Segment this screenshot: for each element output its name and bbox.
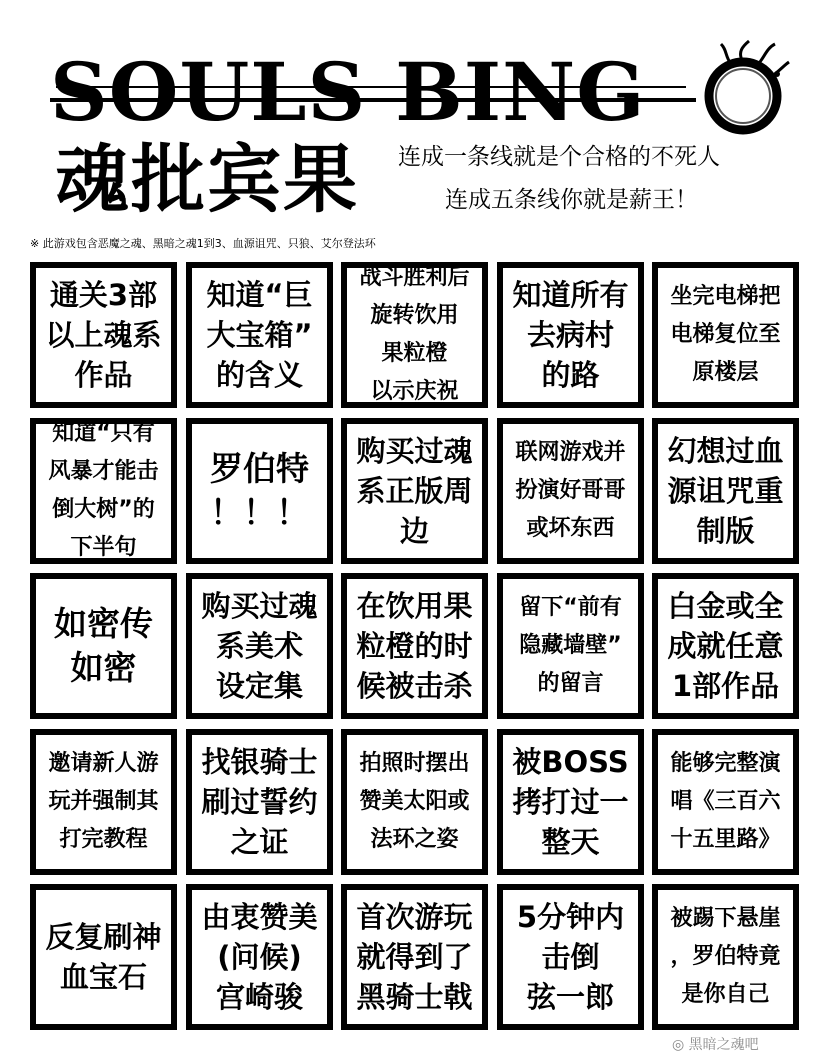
- bingo-cell-text: 拍照时摆出 赞美太阳或 法环之姿: [359, 751, 470, 852]
- disclaimer-note: ※ 此游戏包含恶魔之魂、黑暗之魂1到3、血源诅咒、只狼、艾尔登法环: [30, 237, 376, 250]
- bingo-cell: [497, 262, 644, 408]
- darksign-icon: [697, 38, 793, 142]
- bingo-cell: [497, 418, 644, 564]
- bingo-cell: [30, 262, 177, 408]
- bingo-cell-text: 坐完电梯把 电梯复位至 原楼层: [670, 284, 781, 385]
- subtitle-line-1: 连成一条线就是个合格的不死人: [398, 144, 720, 170]
- bingo-cell-text: 联网游戏并 扮演好哥哥 或坏东西: [515, 440, 626, 541]
- bingo-cell-text: 幻想过血 源诅咒重 制版: [667, 434, 784, 548]
- bingo-cell: [186, 573, 333, 719]
- watermark: ◎ 黑暗之魂吧: [672, 1037, 759, 1053]
- bingo-cell: [652, 418, 799, 564]
- bingo-cell-text: 通关3部 以上魂系 作品: [45, 278, 162, 392]
- bingo-cell: [341, 262, 488, 408]
- bingo-cell: [30, 729, 177, 875]
- bingo-cell-text: 白金或全 成就任意 1部作品: [667, 589, 784, 703]
- bingo-cell: [30, 884, 177, 1030]
- bingo-cell: [652, 884, 799, 1030]
- bingo-cell-text: 留下“前有 隐藏墙壁” 的留言: [519, 595, 622, 696]
- title-strike-thin: [56, 86, 686, 88]
- bingo-cell: [186, 729, 333, 875]
- bingo-cell-text: 罗伯特 ！！！: [210, 449, 309, 532]
- bingo-cell-text: 购买过魂 系正版周 边: [356, 434, 473, 548]
- title-zh: 魂批宾果: [55, 137, 359, 223]
- bingo-cell: [186, 884, 333, 1030]
- bingo-cell: [341, 418, 488, 564]
- bingo-cell-text: 由衷赞美 (问候) 宫崎骏: [201, 900, 318, 1014]
- title-en: SOULS BING: [50, 45, 646, 139]
- bingo-cell: [341, 884, 488, 1030]
- bingo-cell-text: 被BOSS 拷打过一 整天: [512, 745, 629, 859]
- bingo-cell-text: 购买过魂 系美术 设定集: [201, 589, 318, 703]
- bingo-cell: [652, 262, 799, 408]
- bingo-cell: [186, 418, 333, 564]
- bingo-cell-text: 能够完整演 唱《三百六 十五里路》: [670, 751, 781, 852]
- bingo-cell-text: 如密传 如密: [54, 604, 153, 687]
- bingo-cell-text: 知道所有 去病村 的路: [512, 278, 629, 392]
- bingo-cell: [341, 729, 488, 875]
- bingo-cell: [497, 729, 644, 875]
- bingo-cell: [497, 884, 644, 1030]
- bingo-cell-text: 反复刷神 血宝石: [45, 920, 162, 994]
- bingo-cell-text: 知道“巨 大宝箱” 的含义: [206, 278, 313, 392]
- bingo-cell: [186, 262, 333, 408]
- bingo-cell: [341, 573, 488, 719]
- bingo-grid: [30, 262, 800, 1038]
- bingo-cell: [652, 729, 799, 875]
- bingo-cell-text: 在饮用果 粒橙的时 候被击杀: [356, 589, 473, 703]
- bingo-cell-text: 找银骑士 刷过誓约 之证: [201, 745, 318, 859]
- bingo-cell-text: 5分钟内 击倒 弦一郎: [516, 900, 625, 1014]
- bingo-cell-text: 被踢下悬崖 ，罗伯特竟 是你自己: [670, 906, 781, 1007]
- bingo-cell: [652, 573, 799, 719]
- bingo-cell: [30, 418, 177, 564]
- title-strike: [50, 98, 696, 102]
- bingo-cell-text: 战斗胜利后 旋转饮用 果粒橙 以示庆祝: [359, 265, 470, 404]
- bingo-cell-text: 邀请新人游 玩并强制其 打完教程: [48, 751, 159, 852]
- bingo-cell: [497, 573, 644, 719]
- subtitle-line-2: 连成五条线你就是薪王！: [445, 187, 698, 213]
- bingo-cell-text: 首次游玩 就得到了 黑骑士戟: [356, 900, 473, 1014]
- bingo-cell: [30, 573, 177, 719]
- bingo-cell-text: 知道“只有 风暴才能击 倒大树”的 下半句: [48, 421, 159, 560]
